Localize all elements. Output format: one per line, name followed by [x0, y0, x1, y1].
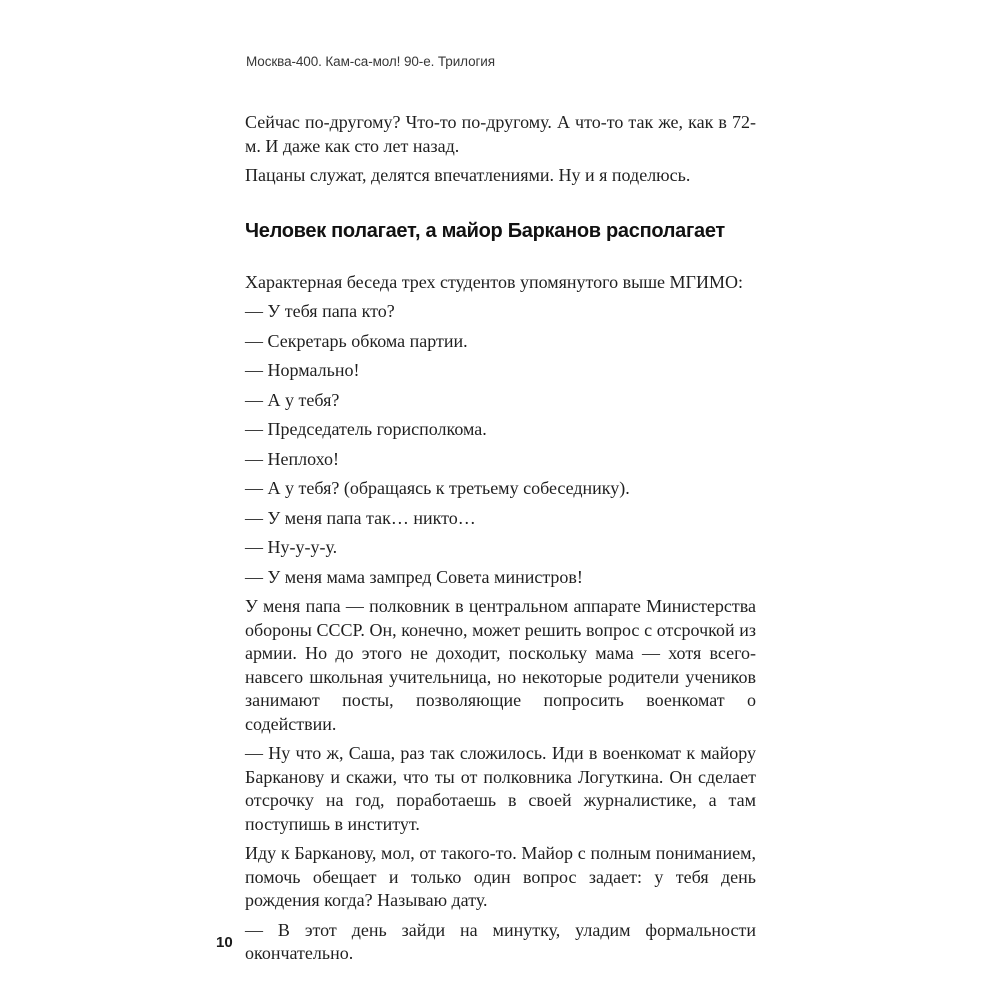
page-number: 10	[216, 934, 233, 951]
paragraph: Иду к Барканову, мол, от такого-то. Майор с полным пониманием, помочь обещает и только один вопрос задает: у тебя день рождения когда? Называю дату.	[245, 843, 756, 910]
paragraph: Пацаны служат, делятся впечатлениями. Ну и я поделюсь.	[245, 165, 691, 185]
text-column	[245, 111, 756, 972]
dialog-line: — У тебя папа кто?	[245, 301, 395, 321]
dialog-line: — Нормально!	[245, 360, 360, 380]
dialog-line: — Председатель горисполкома.	[245, 419, 487, 439]
dialog-line: — Секретарь обкома партии.	[245, 330, 468, 351]
dialog-line: — У меня мама зампред Совета министров!	[245, 566, 583, 587]
dialog-line: — Ну-у-у-у.	[245, 537, 338, 557]
dialog-line: — У меня папа так… никто…	[245, 507, 476, 528]
dialog-line: — А у тебя? (обращаясь к третьему собеседнику).	[245, 478, 630, 498]
dialog-line: — В этот день зайди на минутку, уладим формальности окончательно.	[245, 919, 756, 963]
paragraph: Характерная беседа трех студентов упомянутого выше МГИМО:	[245, 271, 743, 292]
section-heading: Человек полагает, а майор Барканов располагает	[245, 219, 725, 242]
paragraph: Сейчас по-другому? Что-то по-другому. А что-то так же, как в 72-м. И даже как сто лет назад.	[245, 112, 756, 156]
dialog-line: — Неплохо!	[245, 448, 339, 469]
paragraph: У меня папа — полковник в центральном аппарате Министерства обороны СССР. Он, конечно, может решить вопрос с отсрочкой из армии. Но до этого не доходит, поскольку мама — хотя всего-навсего школьная учительница, но некоторые родители учеников занимают посты, позволяющие попросить военкомат о содействии.	[245, 596, 756, 734]
dialog-line: — А у тебя?	[245, 389, 340, 410]
running-head: Москва-400. Кам-са-мол! 90-е. Трилогия	[246, 54, 495, 69]
dialog-line: — Ну что ж, Саша, раз так сложилось. Иди в военкомат к майору Барканову и скажи, что ты от полковника Логуткина. Он сделает отсрочку на год, поработаешь в своей журналистике, а там поступишь в институт.	[245, 743, 756, 834]
